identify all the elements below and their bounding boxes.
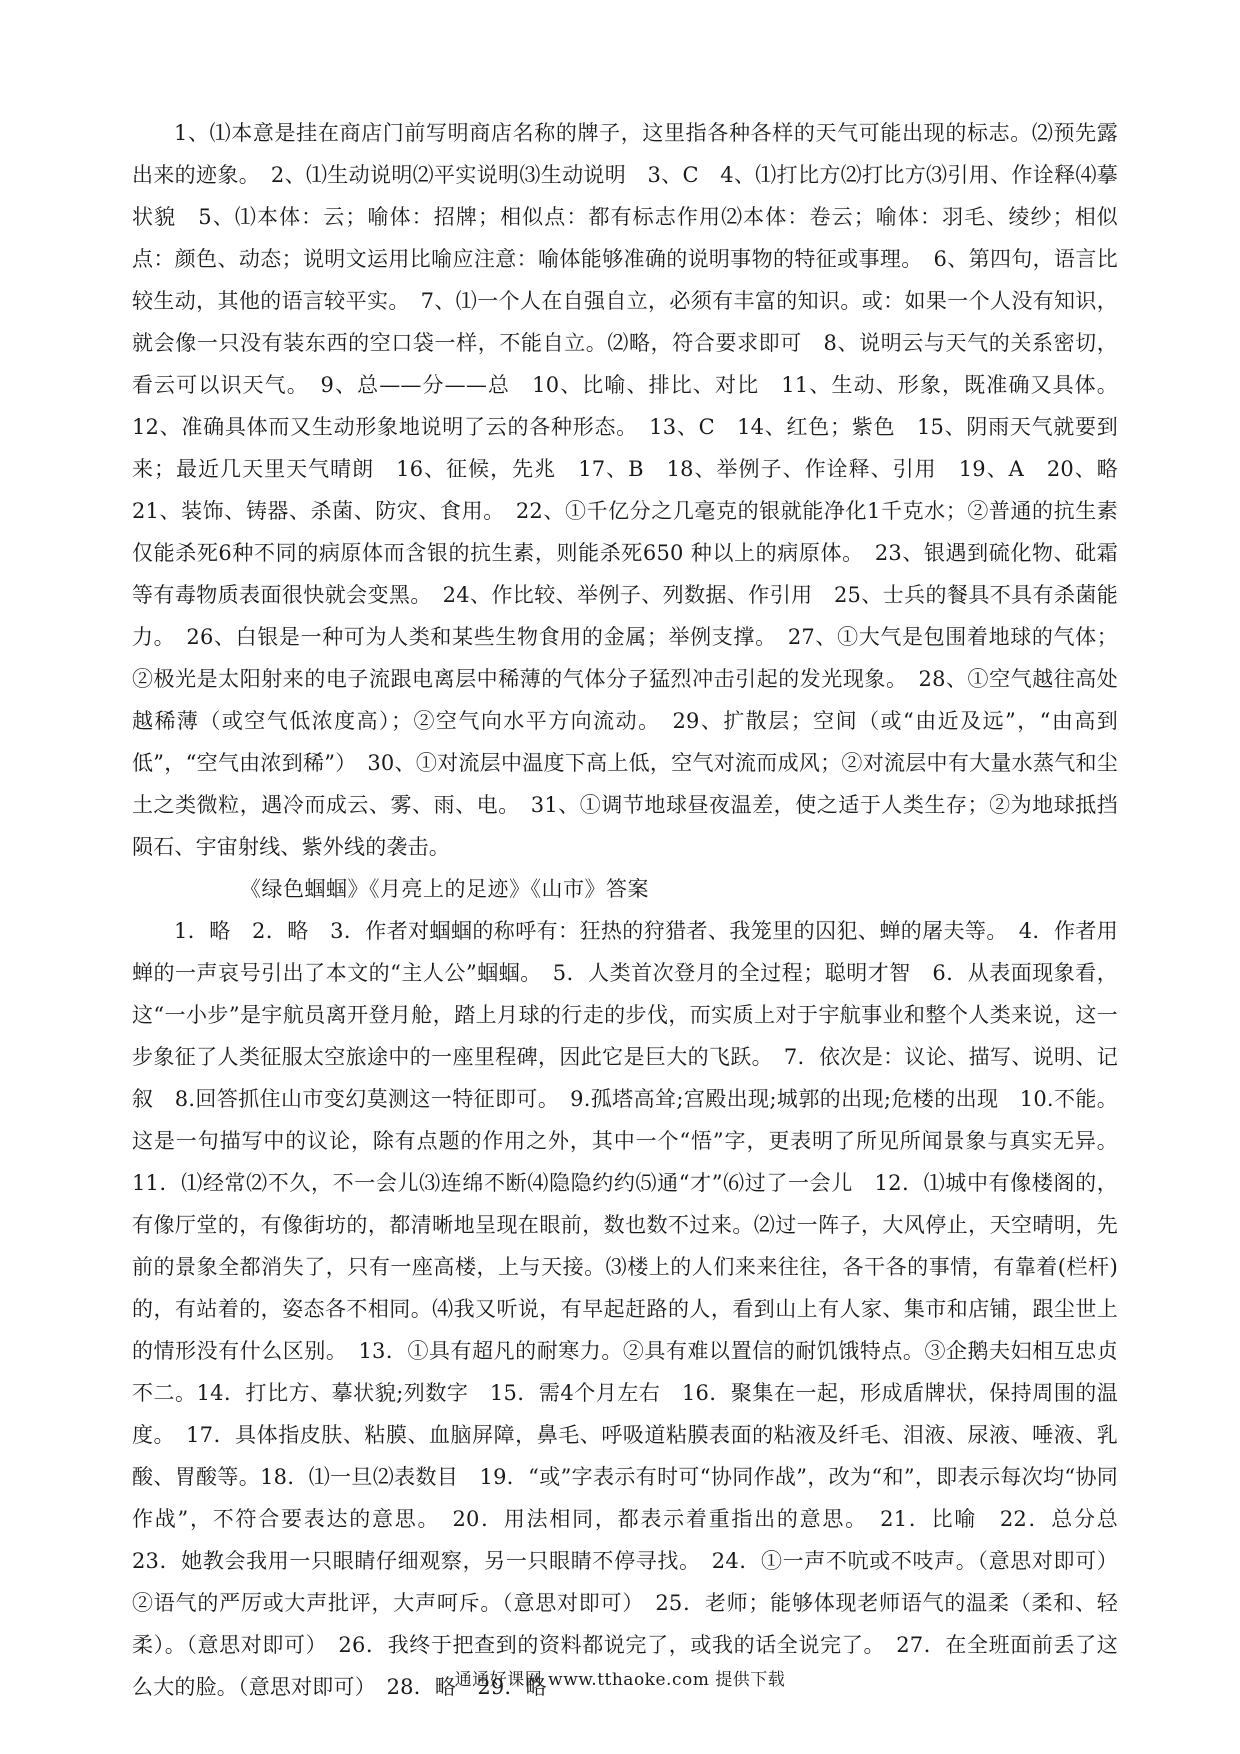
section-title: 《绿色蝈蝈》《月亮上的足迹》《山市》答案 [240,877,649,901]
answers-paragraph-2: 1．略 2．略 3．作者对蝈蝈的称呼有：狂热的狩猎者、我笼里的囚犯、蝉的屠夫等。 4．作者用蝉的一声哀号引出了本文的“主人公”蝈蝈。 5．人类首次登月的全过程；聪明才智 6．从表面现象看，这“一小步”是宇航员离开登月舱，踏上月球的行走的步伐，而实质上对于宇航事业和整个人类来说，这一步象征了人类征服太空旅途中的一座里程碑，因此它是巨大的飞跃。 7．依次是：议论、描写、说明、记叙 8.回答抓住山市变幻莫测这一特征即可。 9.孤塔高耸;宫殿出现;城郭的出现;危楼的出现 10.不能。这是一句描写中的议论，除有点题的作用之外，其中一个“悟”字，更表明了所见所闻景象与真实无异。11．⑴经常⑵不久，不一会儿⑶连绵不断⑷隐隐约约⑸通“才”⑹过了一会儿 12．⑴城中有像楼阁的，有像厅堂的，有像街坊的，都清晰地呈现在眼前，数也数不过来。⑵过一阵子，大风停止，天空晴明，先前的景象全都消失了，只有一座高楼，上与天接。⑶楼上的人们来来往往，各干各的事情，有靠着(栏杆)的，有站着的，姿态各不相同。⑷我又听说，有早起赶路的人，看到山上有人家、集市和店铺，跟尘世上的情形没有什么区别。 13．①具有超凡的耐寒力。②具有难以置信的耐饥饿特点。③企鹅夫妇相互忠贞不二。14．打比方、摹状貌;列数字 15．需4个月左右 16．聚集在一起，形成盾牌状，保持周围的温度。 17．具体指皮肤、粘膜、血脑屏障，鼻毛、呼吸道粘膜表面的粘液及纤毛、泪液、尿液、唾液、乳酸、胃酸等。18．⑴一旦⑵表数目 19．“或”字表示有时可“协同作战”，改为“和”，即表示每次均“协同作战”，不符合要表达的意思。 20．用法相同，都表示着重指出的意思。 21．比喻 22．总分总 23．她教会我用一只眼睛仔细观察，另一只眼睛不停寻找。 24．①一声不吭或不吱声。（意思对即可）②语气的严厉或大声批评，大声呵斥。（意思对即可） 25．老师；能够体现老师语气的温柔（柔和、轻柔）。（意思对即可） 26．我终于把查到的资料都说完了，或我的话全说完了。 27．在全班面前丢了这么大的脸。（意思对即可） 28．略 29．略 [132,919,1140,1699]
answers-paragraph-1: 1、⑴本意是挂在商店门前写明商店名称的牌子，这里指各种各样的天气可能出现的标志。⑵预先露出来的迹象。 2、⑴生动说明⑵平实说明⑶生动说明 3、C 4、⑴打比方⑵打比方⑶引用、作诠释⑷摹状貌 5、⑴本体：云；喻体：招牌；相似点：都有标志作用⑵本体：卷云；喻体：羽毛、绫纱；相似点：颜色、动态；说明文运用比喻应注意：喻体能够准确的说明事物的特征或事理。 6、第四句，语言比较生动，其他的语言较平实。 7、⑴一个人在自强自立，必须有丰富的知识。或：如果一个人没有知识，就会像一只没有装东西的空口袋一样，不能自立。⑵略，符合要求即可 8、说明云与天气的关系密切，看云可以识天气。 9、总——分——总 10、比喻、排比、对比 11、生动、形象，既准确又具体。12、准确具体而又生动形象地说明了云的各种形态。 13、C 14、红色；紫色 15、阴雨天气就要到来；最近几天里天气晴朗 16、征候，先兆 17、B 18、举例子、作诠释、引用 19、A 20、略 21、装饰、铸器、杀菌、防灾、食用。 22、①千亿分之几毫克的银就能净化1千克水；②普通的抗生素仅能杀死6种不同的病原体而含银的抗生素，则能杀死650 种以上的病原体。 23、银遇到硫化物、砒霜等有毒物质表面很快就会变黑。 24、作比较、举例子、列数据、作引用 25、士兵的餐具不具有杀菌能力。 26、白银是一种可为人类和某些生物食用的金属；举例支撑。 27、①大气是包围着地球的气体；②极光是太阳射来的电子流跟电离层中稀薄的气体分子猛烈冲击引起的发光现象。 28、①空气越往高处越稀薄（或空气低浓度高）；②空气向水平方向流动。 29、扩散层；空间（或“由近及远”，“由高到低”，“空气由浓到稀”） 30、①对流层中温度下高上低，空气对流而成风；②对流层中有大量水蒸气和尘土之类微粒，遇冷而成云、雾、雨、电。 31、①调节地球昼夜温差，使之适于人类生存；②为地球抵挡陨石、宇宙射线、紫外线的袭击。 [132,121,1140,859]
page-footer: 通通好课网 www.tthaoke.com 提供下载 [454,1670,786,1690]
document-body [132,112,1140,1708]
